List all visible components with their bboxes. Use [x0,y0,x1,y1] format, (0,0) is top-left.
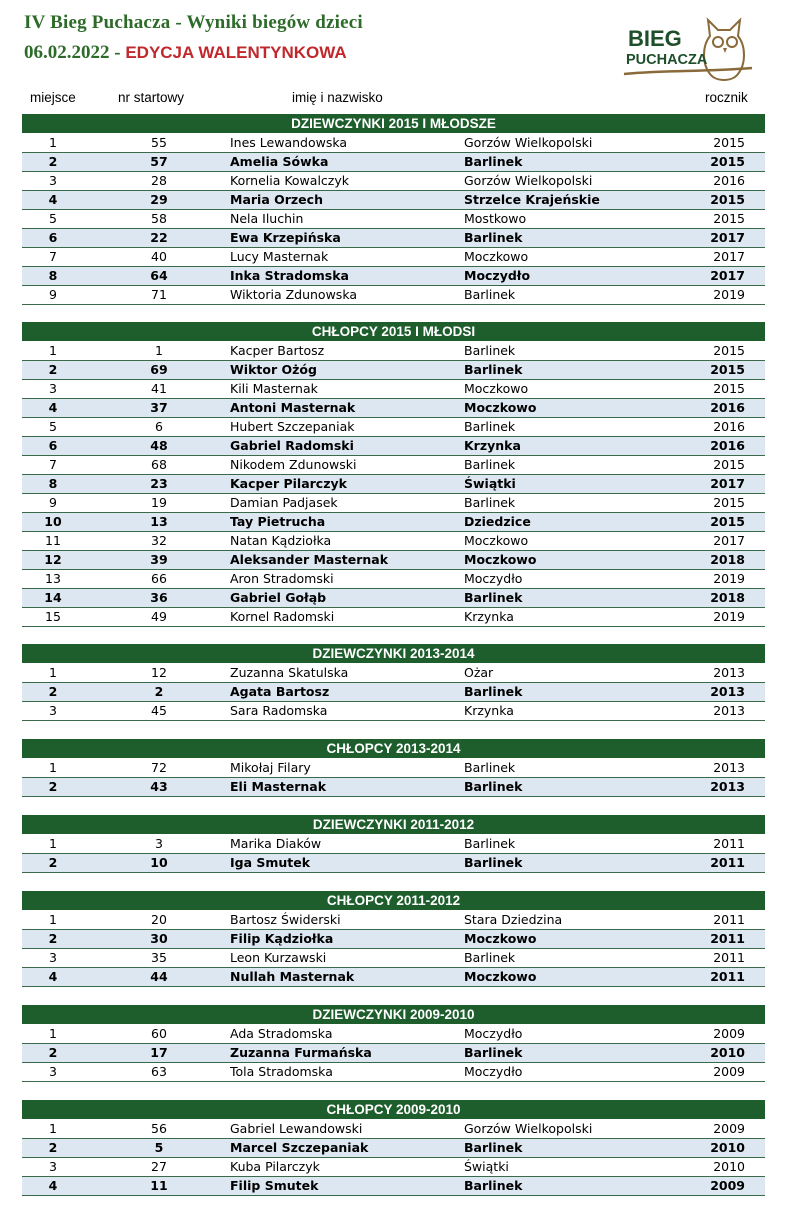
bib-cell: 37 [150,400,168,415]
town-cell: Barlinek [464,495,516,510]
year-cell: 2019 [713,287,745,302]
town-cell: Barlinek [464,457,516,472]
place-cell: 3 [49,381,57,396]
town-cell: Barlinek [464,855,523,870]
results-section [22,1005,765,1082]
table-row [22,1158,765,1177]
table-row [22,361,765,380]
table-row [22,399,765,418]
table-row [22,683,765,702]
table-row [22,172,765,191]
table-row [22,551,765,570]
year-cell: 2010 [710,1140,745,1155]
place-cell: 6 [48,230,58,245]
year-cell: 2016 [710,400,745,415]
table-row [22,1063,765,1082]
place-cell: 2 [48,779,58,794]
name-cell: Marika Diaków [230,836,322,851]
place-cell: 6 [48,438,58,453]
town-cell: Ożar [464,665,494,680]
name-cell: Wiktoria Zdunowska [230,287,357,302]
results-section [22,739,765,797]
table-row [22,589,765,608]
name-cell: Damian Padjasek [230,495,338,510]
name-cell: Tay Pietrucha [230,514,326,529]
year-cell: 2015 [713,135,745,150]
town-cell: Mostkowo [464,211,527,226]
name-cell: Kili Masternak [230,381,318,396]
year-cell: 2015 [710,192,745,207]
town-cell: Moczydło [464,268,531,283]
name-cell: Tola Stradomska [230,1064,333,1079]
table-row [22,930,765,949]
town-cell: Moczkowo [464,533,529,548]
name-cell: Gabriel Gołąb [230,590,327,605]
category-header: DZIEWCZYNKI 2009-2010 [22,1005,765,1024]
bib-cell: 36 [150,590,168,605]
column-header-place: miejsce [30,90,76,105]
town-cell: Barlinek [464,343,516,358]
place-cell: 3 [49,950,57,965]
place-cell: 2 [48,931,58,946]
year-cell: 2011 [713,836,745,851]
edition-name: EDYCJA WALENTYNKOWA [125,43,347,62]
year-cell: 2017 [710,230,745,245]
year-cell: 2019 [713,609,745,624]
logo-text-puchacza: PUCHACZA [626,52,708,68]
bib-cell: 40 [151,249,167,264]
year-cell: 2015 [710,362,745,377]
name-cell: Inka Stradomska [230,268,349,283]
year-cell: 2011 [710,969,745,984]
year-cell: 2009 [713,1064,745,1079]
town-cell: Gorzów Wielkopolski [464,173,593,188]
place-cell: 13 [45,571,61,586]
bib-cell: 1 [155,343,163,358]
table-row [22,1139,765,1158]
town-cell: Moczkowo [464,381,529,396]
bib-cell: 35 [151,950,167,965]
results-section [22,322,765,627]
category-header: DZIEWCZYNKI 2015 I MŁODSZE [22,114,765,133]
bib-cell: 22 [150,230,168,245]
page-subtitle [24,42,347,64]
bib-cell: 12 [151,665,167,680]
bib-cell: 32 [151,533,167,548]
bib-cell: 11 [150,1178,168,1193]
place-cell: 3 [49,1064,57,1079]
place-cell: 15 [45,609,61,624]
table-row [22,1177,765,1196]
year-cell: 2015 [713,457,745,472]
name-cell: Kacper Bartosz [230,343,325,358]
year-cell: 2009 [713,1121,745,1136]
results-section [22,815,765,873]
place-cell: 5 [49,419,57,434]
place-cell: 2 [48,1140,58,1155]
table-row [22,702,765,721]
category-header: CHŁOPCY 2009-2010 [22,1100,765,1119]
name-cell: Aleksander Masternak [230,552,389,567]
town-cell: Gorzów Wielkopolski [464,1121,593,1136]
place-cell: 3 [49,703,57,718]
bib-cell: 5 [154,1140,164,1155]
town-cell: Barlinek [464,1140,523,1155]
bib-cell: 57 [150,154,168,169]
place-cell: 1 [49,1026,57,1041]
table-row [22,608,765,627]
bib-cell: 2 [154,684,164,699]
bib-cell: 13 [150,514,168,529]
year-cell: 2017 [713,533,745,548]
year-cell: 2011 [713,912,745,927]
town-cell: Świątki [464,1159,509,1174]
place-cell: 4 [48,969,58,984]
bib-cell: 10 [150,855,168,870]
table-row [22,134,765,153]
bieg-puchacza-logo [622,12,758,86]
name-cell: Ewa Krzepińska [230,230,341,245]
year-cell: 2017 [710,476,745,491]
bib-cell: 30 [150,931,168,946]
year-cell: 2010 [713,1159,745,1174]
table-row [22,532,765,551]
name-cell: Mikołaj Filary [230,760,311,775]
year-cell: 2015 [710,154,745,169]
town-cell: Moczkowo [464,969,537,984]
town-cell: Moczydło [464,1026,523,1041]
results-section [22,1100,765,1196]
table-row [22,248,765,267]
place-cell: 1 [49,135,57,150]
town-cell: Barlinek [464,684,523,699]
name-cell: Sara Radomska [230,703,328,718]
town-cell: Barlinek [464,950,516,965]
place-cell: 3 [49,1159,57,1174]
place-cell: 1 [49,1121,57,1136]
year-cell: 2017 [713,249,745,264]
place-cell: 1 [49,760,57,775]
town-cell: Moczkowo [464,249,529,264]
bib-cell: 68 [151,457,167,472]
column-header-name: imię i nazwisko [292,90,383,105]
results-section [22,114,765,305]
table-row [22,835,765,854]
category-header: CHŁOPCY 2015 I MŁODSI [22,322,765,341]
year-cell: 2013 [713,703,745,718]
table-row [22,229,765,248]
place-cell: 4 [48,1178,58,1193]
table-row [22,664,765,683]
place-cell: 14 [44,590,62,605]
bib-cell: 17 [150,1045,168,1060]
year-cell: 2017 [710,268,745,283]
town-cell: Strzelce Krajeńskie [464,192,600,207]
name-cell: Kornel Radomski [230,609,335,624]
results-section [22,644,765,721]
table-row [22,759,765,778]
town-cell: Barlinek [464,419,516,434]
name-cell: Gabriel Radomski [230,438,354,453]
name-cell: Lucy Masternak [230,249,329,264]
place-cell: 2 [48,362,58,377]
bib-cell: 60 [151,1026,167,1041]
year-cell: 2018 [710,552,745,567]
table-row [22,968,765,987]
table-row [22,210,765,229]
bib-cell: 56 [151,1121,167,1136]
name-cell: Iga Smutek [230,855,311,870]
place-cell: 7 [49,457,57,472]
place-cell: 9 [49,287,57,302]
table-row [22,513,765,532]
name-cell: Kacper Pilarczyk [230,476,347,491]
place-cell: 12 [44,552,62,567]
name-cell: Aron Stradomski [230,571,334,586]
table-row [22,475,765,494]
year-cell: 2016 [713,419,745,434]
table-row [22,570,765,589]
name-cell: Eli Masternak [230,779,327,794]
year-cell: 2011 [710,855,745,870]
place-cell: 1 [49,343,57,358]
place-cell: 1 [49,912,57,927]
place-cell: 5 [49,211,57,226]
table-row [22,286,765,305]
name-cell: Natan Kądziołka [230,533,332,548]
town-cell: Gorzów Wielkopolski [464,135,593,150]
name-cell: Nullah Masternak [230,969,355,984]
table-row [22,911,765,930]
table-row [22,437,765,456]
year-cell: 2018 [710,590,745,605]
bib-cell: 63 [151,1064,167,1079]
name-cell: Zuzanna Furmańska [230,1045,372,1060]
table-row [22,1025,765,1044]
town-cell: Barlinek [464,154,523,169]
place-cell: 1 [49,665,57,680]
name-cell: Leon Kurzawski [230,950,327,965]
town-cell: Barlinek [464,590,523,605]
table-row [22,778,765,797]
town-cell: Krzynka [464,703,514,718]
category-header: CHŁOPCY 2013-2014 [22,739,765,758]
name-cell: Kuba Pilarczyk [230,1159,320,1174]
bib-cell: 43 [150,779,168,794]
year-cell: 2013 [713,665,745,680]
year-cell: 2010 [710,1045,745,1060]
bib-cell: 41 [151,381,167,396]
table-row [22,267,765,286]
town-cell: Barlinek [464,760,516,775]
column-header-year: rocznik [705,90,748,105]
town-cell: Barlinek [464,1178,523,1193]
table-row [22,418,765,437]
name-cell: Kornelia Kowalczyk [230,173,349,188]
place-cell: 3 [49,173,57,188]
year-cell: 2019 [713,571,745,586]
table-row [22,949,765,968]
name-cell: Ada Stradomska [230,1026,333,1041]
town-cell: Krzynka [464,609,514,624]
year-cell: 2009 [713,1026,745,1041]
town-cell: Moczydło [464,571,523,586]
table-row [22,456,765,475]
name-cell: Wiktor Ożóg [230,362,317,377]
year-cell: 2015 [713,381,745,396]
place-cell: 8 [48,476,58,491]
bib-cell: 48 [150,438,168,453]
bib-cell: 20 [151,912,167,927]
bib-cell: 27 [151,1159,167,1174]
name-cell: Marcel Szczepaniak [230,1140,369,1155]
place-cell: 2 [48,154,58,169]
place-cell: 1 [49,836,57,851]
bib-cell: 49 [151,609,167,624]
bib-cell: 55 [151,135,167,150]
place-cell: 2 [48,855,58,870]
category-header: CHŁOPCY 2011-2012 [22,891,765,910]
name-cell: Nela Iluchin [230,211,304,226]
bib-cell: 58 [151,211,167,226]
place-cell: 4 [48,192,58,207]
name-cell: Nikodem Zdunowski [230,457,357,472]
place-cell: 9 [49,495,57,510]
year-cell: 2016 [710,438,745,453]
town-cell: Barlinek [464,1045,523,1060]
place-cell: 2 [48,1045,58,1060]
table-row [22,854,765,873]
town-cell: Barlinek [464,836,516,851]
category-header: DZIEWCZYNKI 2013-2014 [22,644,765,663]
place-cell: 8 [48,268,58,283]
column-header-bib: nr startowy [118,90,185,105]
category-header: DZIEWCZYNKI 2011-2012 [22,815,765,834]
table-row [22,191,765,210]
town-cell: Świątki [464,476,516,491]
place-cell: 4 [48,400,58,415]
town-cell: Moczkowo [464,931,537,946]
town-cell: Moczydło [464,1064,523,1079]
year-cell: 2015 [710,514,745,529]
bib-cell: 71 [151,287,167,302]
year-cell: 2015 [713,343,745,358]
town-cell: Moczkowo [464,400,537,415]
town-cell: Barlinek [464,362,523,377]
year-cell: 2011 [710,931,745,946]
name-cell: Amelia Sówka [230,154,329,169]
bib-cell: 72 [151,760,167,775]
table-row [22,494,765,513]
year-cell: 2011 [713,950,745,965]
name-cell: Maria Orzech [230,192,323,207]
name-cell: Bartosz Świderski [230,912,341,927]
year-cell: 2015 [713,211,745,226]
bib-cell: 29 [150,192,168,207]
place-cell: 11 [45,533,61,548]
bib-cell: 66 [151,571,167,586]
name-cell: Agata Bartosz [230,684,330,699]
name-cell: Filip Kądziołka [230,931,334,946]
place-cell: 2 [48,684,58,699]
bib-cell: 45 [151,703,167,718]
bib-cell: 3 [155,836,163,851]
table-row [22,380,765,399]
name-cell: Hubert Szczepaniak [230,419,355,434]
town-cell: Stara Dziedzina [464,912,563,927]
event-date: 06.02.2022 - [24,42,121,63]
place-cell: 10 [44,514,62,529]
bib-cell: 44 [150,969,168,984]
table-row [22,153,765,172]
table-row [22,342,765,361]
town-cell: Barlinek [464,287,516,302]
bib-cell: 23 [150,476,168,491]
bib-cell: 64 [150,268,168,283]
bib-cell: 19 [151,495,167,510]
year-cell: 2016 [713,173,745,188]
year-cell: 2009 [710,1178,745,1193]
results-section [22,891,765,987]
name-cell: Zuzanna Skatulska [230,665,349,680]
table-row [22,1044,765,1063]
name-cell: Antoni Masternak [230,400,356,415]
town-cell: Krzynka [464,438,521,453]
bib-cell: 39 [150,552,168,567]
name-cell: Filip Smutek [230,1178,319,1193]
table-row [22,1120,765,1139]
bib-cell: 28 [151,173,167,188]
year-cell: 2013 [713,760,745,775]
year-cell: 2013 [710,779,745,794]
logo-text-bieg: BIEG [628,26,682,51]
town-cell: Dziedzice [464,514,531,529]
name-cell: Ines Lewandowska [230,135,348,150]
year-cell: 2015 [713,495,745,510]
bib-cell: 69 [150,362,168,377]
bib-cell: 6 [155,419,163,434]
name-cell: Gabriel Lewandowski [230,1121,363,1136]
town-cell: Barlinek [464,779,523,794]
town-cell: Barlinek [464,230,523,245]
year-cell: 2013 [710,684,745,699]
page-title: IV Bieg Puchacza - Wyniki biegów dzieci [24,12,363,33]
town-cell: Moczkowo [464,552,537,567]
place-cell: 7 [49,249,57,264]
